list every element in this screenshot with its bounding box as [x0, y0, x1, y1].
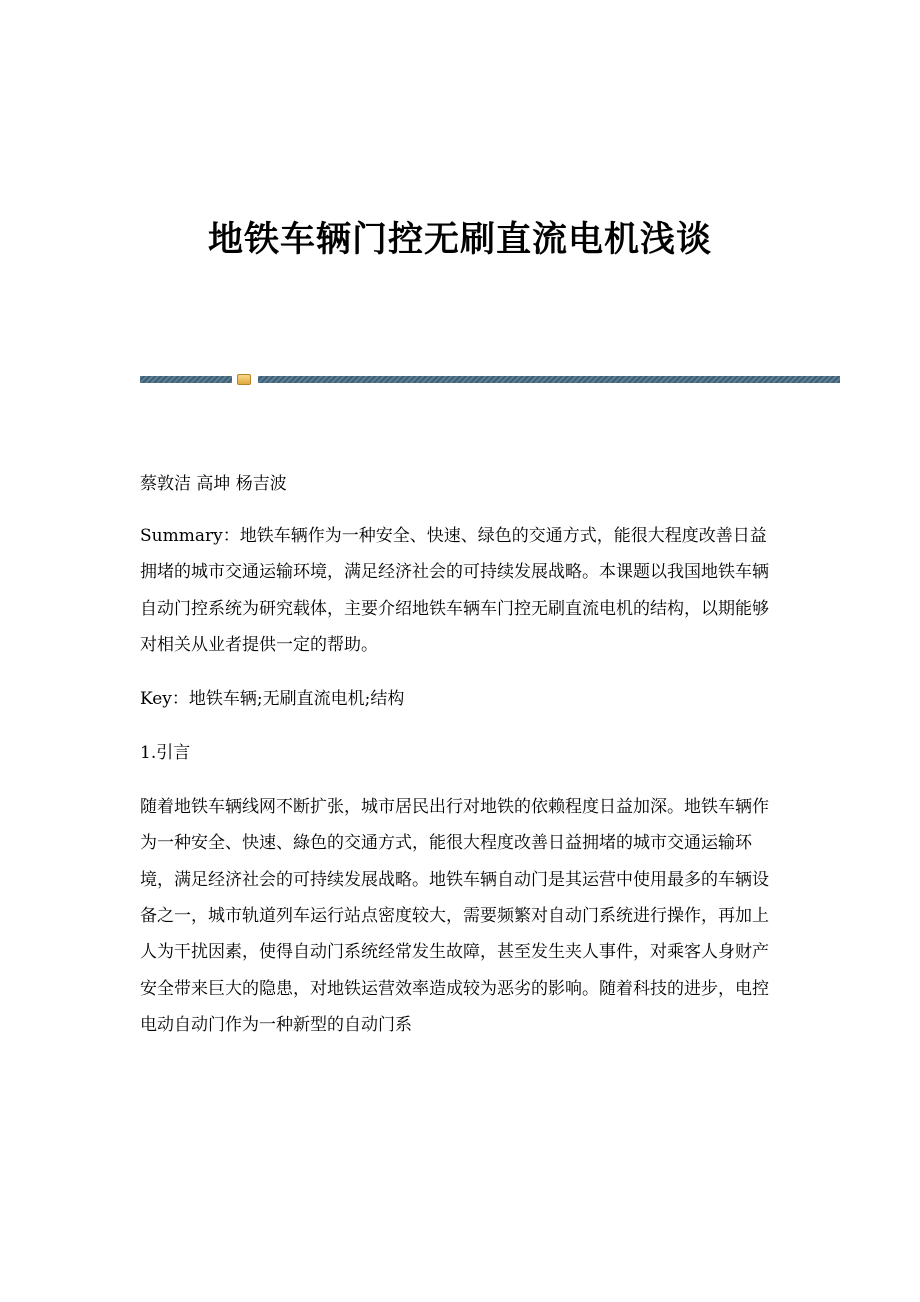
divider-ornament-icon [237, 374, 251, 385]
summary-paragraph: Summary：地铁车辆作为一种安全、快速、绿色的交通方式，能很大程度改善日益拥堵的城市交通运输环境，满足经济社会的可持续发展战略。本课题以我国地铁车辆自动门控系统为研究载体，主要介绍地铁车辆车门控无刷直流电机的结构，以期能够对相关从业者提供一定的帮助。 [140, 526, 769, 655]
divider-bar-right [258, 376, 840, 383]
authors: 蔡敦洁 高坤 杨吉波 [140, 474, 287, 494]
divider-bar-left [140, 376, 232, 383]
section-heading: 1.引言 [140, 743, 191, 764]
keywords: Key：地铁车辆;无刷直流电机;结构 [140, 689, 405, 710]
intro-paragraph: 随着地铁车辆线网不断扩张，城市居民出行对地铁的依赖程度日益加深。地铁车辆作为一种安全、快速、綠色的交通方式，能很大程度改善日益拥堵的城市交通运输环境，满足经济社会的可持续发展战略。地铁车辆自动门是其运营中使用最多的车辆设备之一，城市轨道列车运行站点密度较大，需要频繁对自动门系统进行操作，再加上人为干扰因素，使得自动门系统经常发生故障，甚至发生夹人事件，对乘客人身财产安全带来巨大的隐患，对地铁运营效率造成较为恶劣的影响。随着科技的进步，电控电动自动门作为一种新型的自动门系 [140, 797, 769, 1035]
article-content [140, 466, 780, 1061]
title-divider [140, 374, 840, 384]
document-title: 地铁车辆门控无刷直流电机浅谈 [207, 220, 712, 260]
